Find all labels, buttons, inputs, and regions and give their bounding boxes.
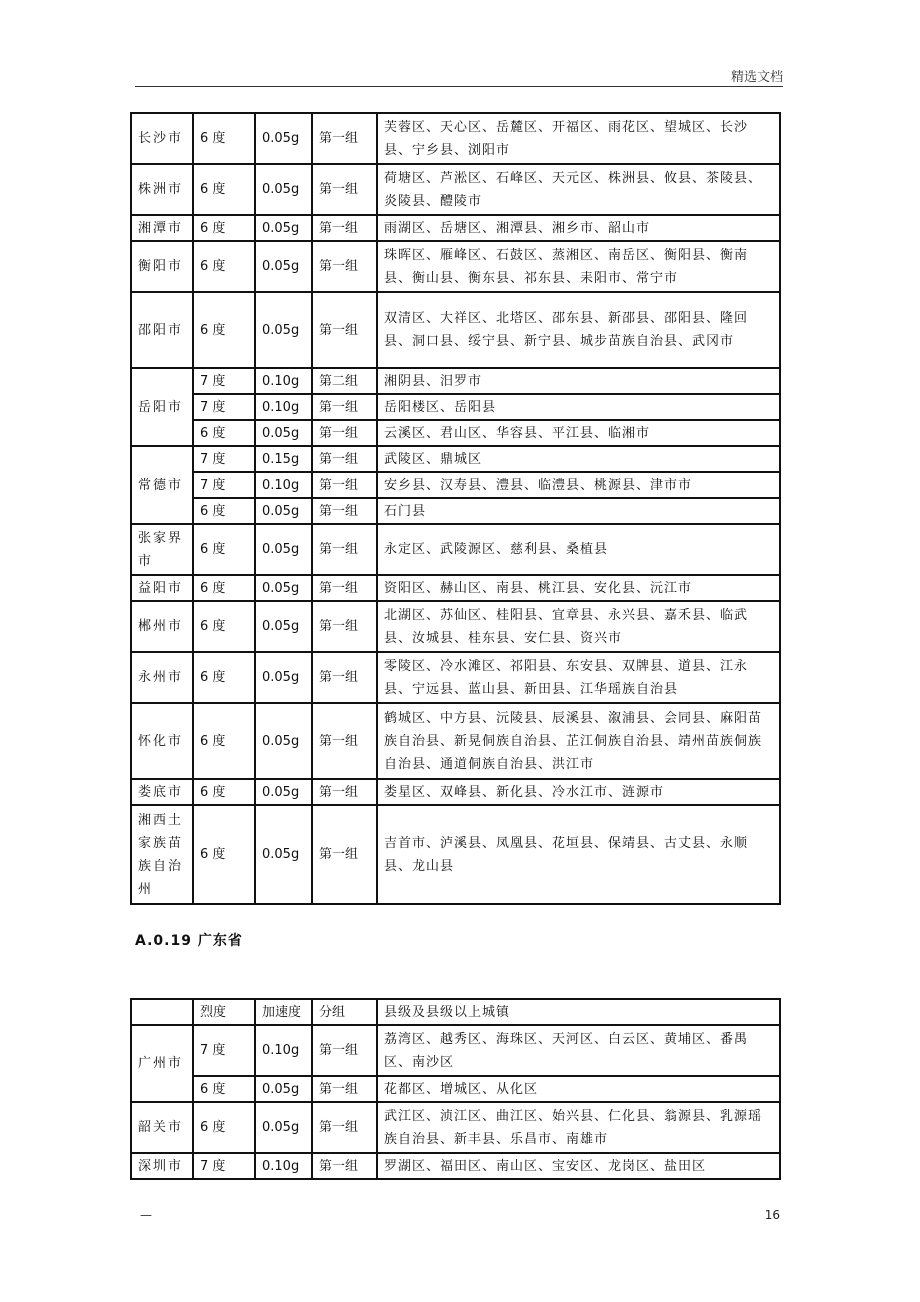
accel-cell: 0.05g bbox=[255, 524, 312, 575]
header-accel: 加速度 bbox=[255, 999, 312, 1025]
table-row bbox=[131, 420, 780, 446]
accel-cell: 0.10g bbox=[255, 394, 312, 420]
city-cell: 郴州市 bbox=[131, 601, 193, 652]
degree-cell: 7 度 bbox=[193, 446, 255, 472]
degree-cell: 6 度 bbox=[193, 1102, 255, 1153]
degree-cell: 7 度 bbox=[193, 394, 255, 420]
accel-cell: 0.05g bbox=[255, 241, 312, 292]
header-city bbox=[131, 999, 193, 1025]
degree-cell: 6 度 bbox=[193, 292, 255, 368]
group-cell: 第一组 bbox=[312, 652, 377, 703]
group-cell: 第一组 bbox=[312, 215, 377, 241]
group-cell: 第一组 bbox=[312, 394, 377, 420]
city-cell: 湘西土家族苗族自治州 bbox=[131, 805, 193, 904]
table-row bbox=[131, 241, 780, 292]
table-row bbox=[131, 164, 780, 215]
table-row bbox=[131, 805, 780, 904]
accel-cell: 0.05g bbox=[255, 164, 312, 215]
group-cell: 第一组 bbox=[312, 292, 377, 368]
city-cell: 永州市 bbox=[131, 652, 193, 703]
degree-cell: 7 度 bbox=[193, 472, 255, 498]
table-row bbox=[131, 1076, 780, 1102]
header-areas: 县级及县级以上城镇 bbox=[377, 999, 780, 1025]
areas-cell: 石门县 bbox=[377, 498, 780, 524]
table-row bbox=[131, 292, 780, 368]
table-row bbox=[131, 498, 780, 524]
city-cell: 娄底市 bbox=[131, 779, 193, 805]
accel-cell: 0.05g bbox=[255, 575, 312, 601]
group-cell: 第一组 bbox=[312, 524, 377, 575]
group-cell: 第二组 bbox=[312, 368, 377, 394]
accel-cell: 0.10g bbox=[255, 1153, 312, 1179]
areas-cell: 岳阳楼区、岳阳县 bbox=[377, 394, 780, 420]
degree-cell: 6 度 bbox=[193, 215, 255, 241]
table-row bbox=[131, 1025, 780, 1076]
areas-cell: 湘阴县、汨罗市 bbox=[377, 368, 780, 394]
table-row bbox=[131, 779, 780, 805]
areas-cell: 珠晖区、雁峰区、石鼓区、蒸湘区、南岳区、衡阳县、衡南县、衡山县、衡东县、祁东县、耒阳市、常宁市 bbox=[377, 241, 780, 292]
group-cell: 第一组 bbox=[312, 241, 377, 292]
accel-cell: 0.05g bbox=[255, 215, 312, 241]
areas-cell: 荔湾区、越秀区、海珠区、天河区、白云区、黄埔区、番禺区、南沙区 bbox=[377, 1025, 780, 1076]
table-row bbox=[131, 652, 780, 703]
areas-cell: 荷塘区、芦淞区、石峰区、天元区、株洲县、攸县、茶陵县、炎陵县、醴陵市 bbox=[377, 164, 780, 215]
degree-cell: 6 度 bbox=[193, 805, 255, 904]
group-cell: 第一组 bbox=[312, 1102, 377, 1153]
table-row bbox=[131, 575, 780, 601]
accel-cell: 0.05g bbox=[255, 420, 312, 446]
city-cell: 张家界市 bbox=[131, 524, 193, 575]
areas-cell: 资阳区、赫山区、南县、桃江县、安化县、沅江市 bbox=[377, 575, 780, 601]
degree-cell: 6 度 bbox=[193, 164, 255, 215]
footer-dash: — bbox=[140, 1208, 152, 1222]
degree-cell: 6 度 bbox=[193, 241, 255, 292]
areas-cell: 北湖区、苏仙区、桂阳县、宜章县、永兴县、嘉禾县、临武县、汝城县、桂东县、安仁县、资兴市 bbox=[377, 601, 780, 652]
table-row bbox=[131, 394, 780, 420]
header-label: 精选文档 bbox=[730, 70, 783, 85]
table-header-row bbox=[131, 999, 780, 1025]
group-cell: 第一组 bbox=[312, 420, 377, 446]
degree-cell: 6 度 bbox=[193, 601, 255, 652]
areas-cell: 花都区、增城区、从化区 bbox=[377, 1076, 780, 1102]
city-cell: 衡阳市 bbox=[131, 241, 193, 292]
table-row bbox=[131, 472, 780, 498]
accel-cell: 0.05g bbox=[255, 113, 312, 164]
group-cell: 第一组 bbox=[312, 575, 377, 601]
section-title: A.0.19 广东省 bbox=[135, 933, 243, 949]
table-row bbox=[131, 368, 780, 394]
areas-cell: 武江区、浈江区、曲江区、始兴县、仁化县、翁源县、乳源瑶族自治县、新丰县、乐昌市、南雄市 bbox=[377, 1102, 780, 1153]
areas-cell: 吉首市、泸溪县、凤凰县、花垣县、保靖县、古丈县、永顺县、龙山县 bbox=[377, 805, 780, 904]
table-row bbox=[131, 1153, 780, 1179]
degree-cell: 6 度 bbox=[193, 703, 255, 779]
areas-cell: 芙蓉区、天心区、岳麓区、开福区、雨花区、望城区、长沙县、宁乡县、浏阳市 bbox=[377, 113, 780, 164]
degree-cell: 6 度 bbox=[193, 420, 255, 446]
degree-cell: 6 度 bbox=[193, 575, 255, 601]
accel-cell: 0.10g bbox=[255, 368, 312, 394]
accel-cell: 0.05g bbox=[255, 703, 312, 779]
table-row bbox=[131, 113, 780, 164]
degree-cell: 6 度 bbox=[193, 113, 255, 164]
accel-cell: 0.05g bbox=[255, 805, 312, 904]
degree-cell: 7 度 bbox=[193, 1025, 255, 1076]
header-rule bbox=[135, 86, 783, 87]
areas-cell: 安乡县、汉寿县、澧县、临澧县、桃源县、津市市 bbox=[377, 472, 780, 498]
table-row bbox=[131, 446, 780, 472]
table-row bbox=[131, 601, 780, 652]
group-cell: 第一组 bbox=[312, 446, 377, 472]
city-cell: 怀化市 bbox=[131, 703, 193, 779]
city-cell: 益阳市 bbox=[131, 575, 193, 601]
group-cell: 第一组 bbox=[312, 498, 377, 524]
city-cell: 岳阳市 bbox=[131, 368, 193, 446]
table-row bbox=[131, 215, 780, 241]
areas-cell: 娄星区、双峰县、新化县、冷水江市、涟源市 bbox=[377, 779, 780, 805]
accel-cell: 0.10g bbox=[255, 472, 312, 498]
degree-cell: 6 度 bbox=[193, 779, 255, 805]
areas-cell: 永定区、武陵源区、慈利县、桑植县 bbox=[377, 524, 780, 575]
degree-cell: 6 度 bbox=[193, 498, 255, 524]
areas-cell: 雨湖区、岳塘区、湘潭县、湘乡市、韶山市 bbox=[377, 215, 780, 241]
guangdong-seismic-table bbox=[130, 998, 781, 1180]
group-cell: 第一组 bbox=[312, 1025, 377, 1076]
group-cell: 第一组 bbox=[312, 779, 377, 805]
accel-cell: 0.05g bbox=[255, 601, 312, 652]
city-cell: 深圳市 bbox=[131, 1153, 193, 1179]
degree-cell: 6 度 bbox=[193, 524, 255, 575]
degree-cell: 6 度 bbox=[193, 1076, 255, 1102]
city-cell: 湘潭市 bbox=[131, 215, 193, 241]
group-cell: 第一组 bbox=[312, 113, 377, 164]
table-row bbox=[131, 524, 780, 575]
accel-cell: 0.05g bbox=[255, 1102, 312, 1153]
city-cell: 广州市 bbox=[131, 1025, 193, 1102]
city-cell: 常德市 bbox=[131, 446, 193, 524]
areas-cell: 武陵区、鼎城区 bbox=[377, 446, 780, 472]
areas-cell: 罗湖区、福田区、南山区、宝安区、龙岗区、盐田区 bbox=[377, 1153, 780, 1179]
group-cell: 第一组 bbox=[312, 703, 377, 779]
areas-cell: 鹤城区、中方县、沅陵县、辰溪县、溆浦县、会同县、麻阳苗族自治县、新晃侗族自治县、芷江侗族自治县、靖州苗族侗族自治县、通道侗族自治县、洪江市 bbox=[377, 703, 780, 779]
city-cell: 长沙市 bbox=[131, 113, 193, 164]
hunan-seismic-table bbox=[130, 112, 781, 905]
accel-cell: 0.10g bbox=[255, 1025, 312, 1076]
degree-cell: 6 度 bbox=[193, 652, 255, 703]
accel-cell: 0.05g bbox=[255, 292, 312, 368]
group-cell: 第一组 bbox=[312, 1076, 377, 1102]
group-cell: 第一组 bbox=[312, 1153, 377, 1179]
group-cell: 第一组 bbox=[312, 805, 377, 904]
table-row bbox=[131, 1102, 780, 1153]
group-cell: 第一组 bbox=[312, 472, 377, 498]
accel-cell: 0.05g bbox=[255, 1076, 312, 1102]
group-cell: 第一组 bbox=[312, 601, 377, 652]
areas-cell: 零陵区、冷水滩区、祁阳县、东安县、双牌县、道县、江永县、宁远县、蓝山县、新田县、江华瑶族自治县 bbox=[377, 652, 780, 703]
header-degree: 烈度 bbox=[193, 999, 255, 1025]
accel-cell: 0.05g bbox=[255, 652, 312, 703]
city-cell: 邵阳市 bbox=[131, 292, 193, 368]
page-number: 16 bbox=[764, 1208, 780, 1222]
accel-cell: 0.15g bbox=[255, 446, 312, 472]
areas-cell: 云溪区、君山区、华容县、平江县、临湘市 bbox=[377, 420, 780, 446]
degree-cell: 7 度 bbox=[193, 1153, 255, 1179]
group-cell: 第一组 bbox=[312, 164, 377, 215]
header-group: 分组 bbox=[312, 999, 377, 1025]
accel-cell: 0.05g bbox=[255, 779, 312, 805]
degree-cell: 7 度 bbox=[193, 368, 255, 394]
city-cell: 株洲市 bbox=[131, 164, 193, 215]
areas-cell: 双清区、大祥区、北塔区、邵东县、新邵县、邵阳县、隆回县、洞口县、绥宁县、新宁县、城步苗族自治县、武冈市 bbox=[377, 292, 780, 368]
city-cell: 韶关市 bbox=[131, 1102, 193, 1153]
accel-cell: 0.05g bbox=[255, 498, 312, 524]
table-row bbox=[131, 703, 780, 779]
